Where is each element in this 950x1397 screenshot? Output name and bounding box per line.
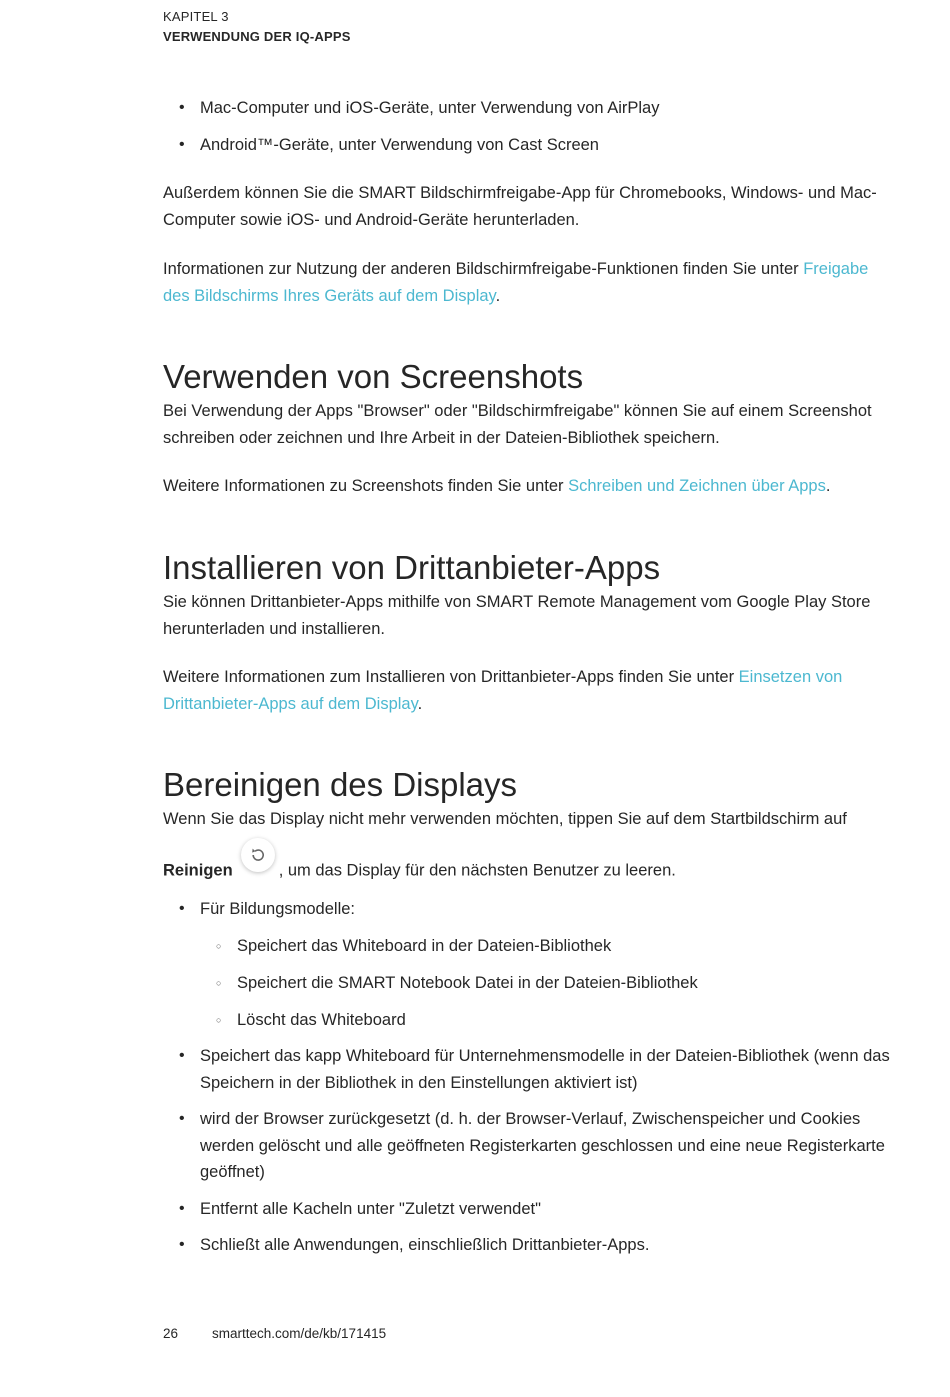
list-item xyxy=(163,896,893,1033)
reset-label: Reinigen xyxy=(163,861,233,880)
footer-url[interactable]: smarttech.com/de/kb/171415 xyxy=(212,1326,387,1341)
paragraph-end: . xyxy=(495,286,501,305)
list-item: • Android™-Geräte, unter Verwendung von Cast Screen xyxy=(163,132,893,159)
write-draw-link[interactable]: Schreiben und Zeichnen über Apps xyxy=(568,477,826,495)
list-item: • Schließt alle Anwendungen, einschließlich Drittanbieter-Apps. xyxy=(163,1232,893,1259)
sub-list-item: ○ Speichert das Whiteboard in der Dateien-Bibliothek xyxy=(163,933,893,960)
paragraph-end: . xyxy=(825,477,831,495)
intro-paragraph: Außerdem können Sie die SMART Bildschirmfreigabe-App für Chromebooks, Windows- und Mac-Computer sowie iOS- und Android-Geräte herunterladen. xyxy=(163,184,877,229)
screenshots-paragraph: Bei Verwendung der Apps "Browser" oder "Bildschirmfreigabe" können Sie auf einem Screenshot schreiben oder zeichnen und Ihre Arbeit in der Dateien-Bibliothek speichern. xyxy=(163,402,872,447)
paragraph-text: Weitere Informationen zu Screenshots finden Sie unter xyxy=(163,477,569,495)
sub-list-item: ○ Löscht das Whiteboard xyxy=(163,1007,893,1034)
screenshots-link-paragraph xyxy=(163,473,893,500)
list-item: • wird der Browser zurückgesetzt (d. h. der Browser-Verlauf, Zwischenspeicher und Cookies werden gelöscht und alle geöffneten Registerkarten geschlossen und eine neue Registerkarte geöffnet) xyxy=(163,1106,893,1186)
reset-button[interactable] xyxy=(241,838,275,872)
thirdparty-apps-link[interactable]: Einsetzen von Drittanbieter-Apps auf dem Display xyxy=(163,668,843,713)
paragraph-end: , um das Display für den nächsten Benutzer zu leeren. xyxy=(278,861,676,880)
chapter-label: KAPITEL 3 xyxy=(163,9,229,24)
cleanup-bullets xyxy=(163,896,893,1259)
section-heading-thirdparty: Installieren von Drittanbieter-Apps xyxy=(163,549,661,586)
section-heading-screenshots: Verwenden von Screenshots xyxy=(163,358,584,395)
paragraph-end: . xyxy=(417,694,423,713)
list-item-label: Für Bildungsmodelle: xyxy=(200,900,355,918)
list-item: • Speichert das kapp Whiteboard für Unternehmensmodelle in der Dateien-Bibliothek (wenn das Speichern in der Bibliothek in den Einstellungen aktiviert ist) xyxy=(163,1043,893,1096)
list-item: • Entfernt alle Kacheln unter "Zuletzt verwendet" xyxy=(163,1196,893,1223)
thirdparty-paragraph: Sie können Drittanbieter-Apps mithilfe von SMART Remote Management vom Google Play Store herunterladen und installieren. xyxy=(163,593,871,638)
paragraph-text: Informationen zur Nutzung der anderen Bildschirmfreigabe-Funktionen finden Sie unter xyxy=(163,260,804,278)
cleanup-reset-line xyxy=(163,854,893,888)
list-item: • Mac-Computer und iOS-Geräte, unter Verwendung von AirPlay xyxy=(163,95,893,122)
thirdparty-link-paragraph xyxy=(163,664,893,717)
cleanup-paragraph: Wenn Sie das Display nicht mehr verwenden möchten, tippen Sie auf dem Startbildschirm auf xyxy=(163,810,847,828)
intro-link-paragraph xyxy=(163,256,893,309)
section-heading-cleanup: Bereinigen des Displays xyxy=(163,766,518,803)
intro-bullets xyxy=(163,95,893,158)
page-number: 26 xyxy=(163,1326,179,1341)
sub-list-item: ○ Speichert die SMART Notebook Datei in der Dateien-Bibliothek xyxy=(163,970,893,997)
paragraph-text: Weitere Informationen zum Installieren von Drittanbieter-Apps finden Sie unter xyxy=(163,668,739,686)
screen-sharing-link[interactable]: Freigabe des Bildschirms Ihres Geräts auf dem Display xyxy=(163,260,869,305)
chapter-title: VERWENDUNG DER IQ-APPS xyxy=(163,29,351,44)
